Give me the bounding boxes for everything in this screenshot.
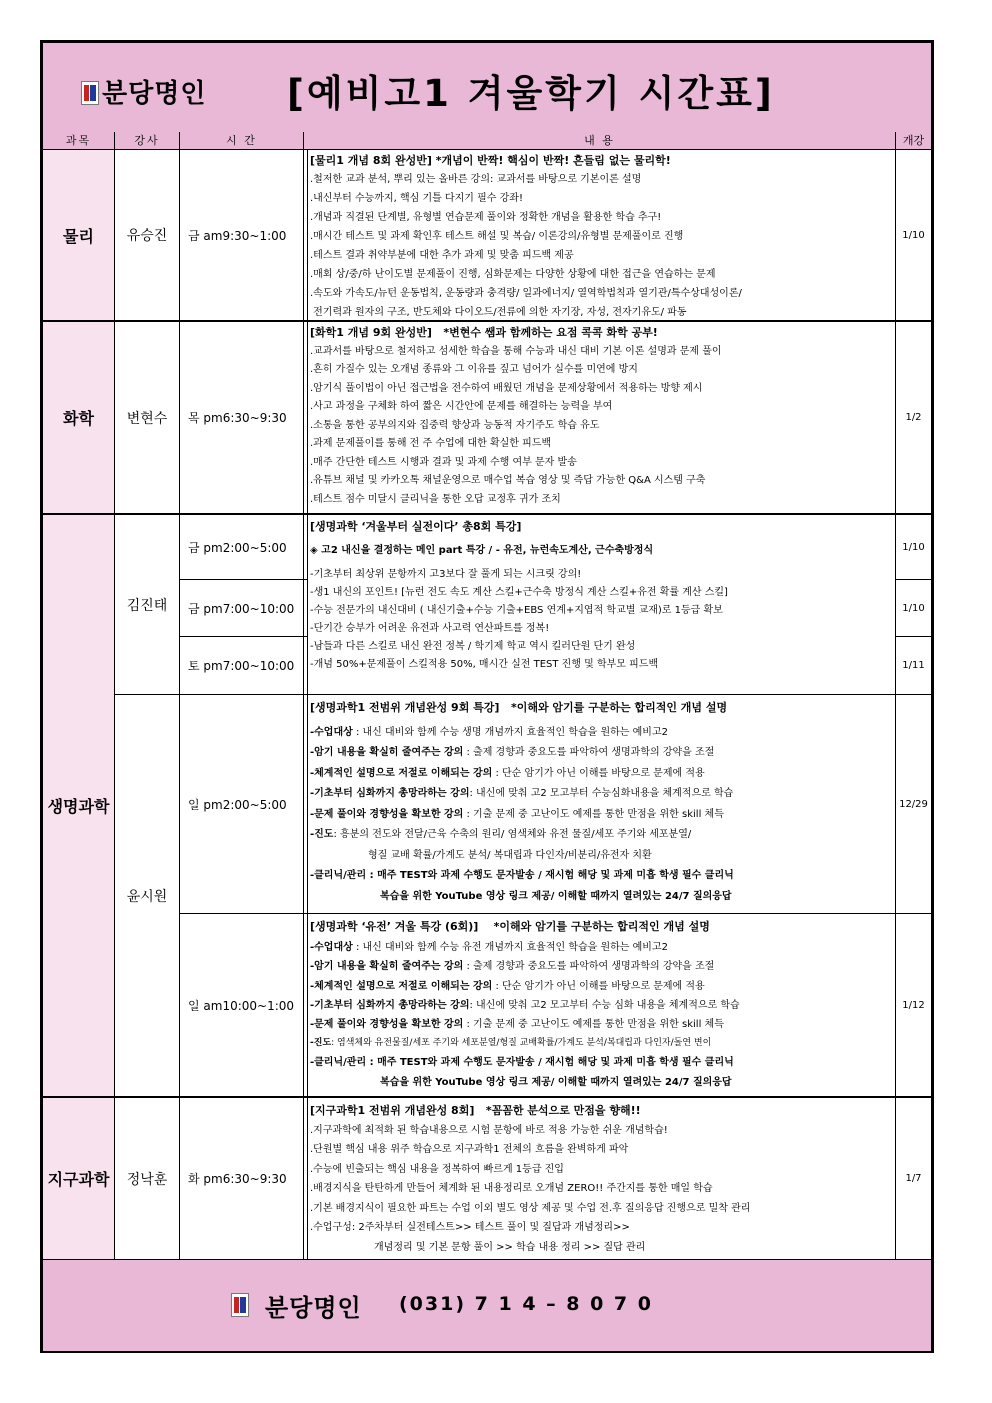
- start-earth-science: 1/7: [905, 1173, 922, 1184]
- item-key: -체계적인 설명으로 저절로 이해되는 강의: [310, 767, 493, 779]
- col-time: 시 간: [226, 134, 257, 147]
- item-key: -수업대상: [310, 726, 353, 738]
- item-value: : 단순 암기가 아닌 이해를 바탕으로 문제에 적용: [492, 767, 705, 779]
- course-title: [생명과학1 전범위 개념완성 9회 특강]: [310, 701, 500, 714]
- item-value: : 내신 대비와 함께 수능 유전 개념까지 효율적인 학습을 원하는 예비고2: [352, 942, 668, 954]
- content-biology-yoon-1: [310, 698, 892, 907]
- content-physics: [310, 151, 892, 322]
- col-subject: 과목: [65, 134, 92, 147]
- item-key: -진도: [310, 1038, 332, 1049]
- footer-brand-name: 분당명인: [265, 1294, 362, 1322]
- footer-banner: [43, 1259, 931, 1351]
- column-header-row: [43, 132, 931, 150]
- item-value: : 기출 문제 중 고난이도 예제를 통한 만점을 위한 skill 체득: [463, 1019, 724, 1031]
- content-line: .내신부터 수능까지, 핵심 기틀 다지기 필수 강좌!: [310, 193, 523, 204]
- content-line: [310, 784, 892, 805]
- content-line: .매회 상/중/하 난이도별 문제풀이 진행, 심화문제는 다양한 상황에 대한 접근을 연습하는 문제: [310, 269, 716, 280]
- page-title: [예비고1 겨울학기 시간표]: [287, 72, 775, 115]
- item-key: -기초부터 심화까지 총망라하는 강의: [310, 788, 470, 799]
- item-value: : 단순 암기가 아닌 이해를 바탕으로 문제에 적용: [492, 980, 705, 992]
- footer-phone-number: (031) 7 1 4 – 8 0 7 0: [399, 1293, 653, 1315]
- content-line: .흔히 가질수 있는 오개념 종류와 그 이유를 짚고 넘어가 실수를 미연에 방지: [310, 364, 638, 375]
- subject-biology: 생명과학: [43, 515, 114, 1096]
- subject-earth-science: 지구과학: [43, 1098, 114, 1259]
- course-title: [생명과학 ‘유전’ 겨울 특강 (6회)]: [310, 920, 479, 933]
- course-heading: [화학1 개념 9회 완성반] *변현수 쌤과 함께하는 요점 콕콕 화학 공부!: [310, 326, 658, 339]
- grid-line: [303, 132, 304, 1259]
- academy-logo-icon: [231, 1293, 249, 1317]
- content-line: [310, 1015, 892, 1034]
- content-line: [310, 764, 892, 785]
- content-line: -개념 50%+문제풀이 스킬적용 50%, 매시간 실전 TEST 진행 및 학부모 피드백: [310, 659, 659, 670]
- timetable-sheet: [40, 40, 934, 1353]
- content-line: [310, 1034, 892, 1053]
- time-biology-kim-2: 금 pm7:00~10:00: [188, 601, 295, 616]
- course-heading: [지구과학1 전범위 개념완성 8회] *꼼꼼한 분석으로 만점을 향해!!: [310, 1104, 641, 1117]
- subject-physics: 물리: [43, 150, 114, 320]
- content-line: -기초부터 최상위 문항까지 고3보다 잘 풀게 되는 시크릿 강의!: [310, 569, 582, 580]
- content-line: .개념과 직결된 단계별, 유형별 연습문제 풀이와 정확한 개념을 활용한 학습 추구!: [310, 212, 662, 223]
- course-tagline: *이해와 암기를 구분하는 합리적인 개념 설명: [493, 920, 710, 933]
- teacher-biology-kim: 김진태: [126, 597, 168, 614]
- item-value: : 염색체와 유전물질/세포 주기와 세포분열/형질 교배확률/가계도 분석/복대립과 다인자/돌연 변이: [331, 1038, 712, 1049]
- time-biology-kim-1: 금 pm2:00~5:00: [188, 540, 287, 555]
- content-line: 형질 교배 확률/가계도 분석/ 복대립과 다인자/비분리/유전자 치환: [368, 849, 652, 861]
- item-key: -수업대상: [310, 942, 353, 954]
- content-line: [310, 805, 892, 826]
- content-line: [310, 957, 892, 976]
- content-biology-kim: [310, 518, 892, 674]
- teacher-physics: 유승진: [126, 228, 168, 244]
- content-line: .철저한 교과 분석, 뿌리 있는 올바른 강의: 교과서를 바탕으로 기본이론 설명: [310, 174, 642, 185]
- teacher-earth-science: 정낙훈: [126, 1171, 168, 1188]
- content-line: [310, 743, 892, 764]
- content-line: .암기식 풀이법이 아닌 접근법을 전수하여 배웠던 개념을 문제상황에서 적용하는 방향 제시: [310, 382, 703, 394]
- content-chemistry: [310, 324, 892, 509]
- content-line: [310, 723, 892, 744]
- content-line: [310, 977, 892, 996]
- content-line: .수업구성: 2주차부터 실전테스트>> 테스트 풀이 및 질답과 개념정리>>: [310, 1222, 630, 1233]
- content-line: .매주 간단한 테스트 시행과 결과 및 과제 수행 여부 문자 발송: [310, 456, 577, 468]
- content-line: -남들과 다른 스킬로 내신 완전 정복 / 학기제 학교 역시 킬러단원 단기 완성: [310, 641, 636, 652]
- time-chemistry: 목 pm6:30~9:30: [188, 411, 287, 425]
- content-earth-science: [310, 1101, 892, 1257]
- header-banner: [43, 43, 931, 133]
- content-line: .단원별 핵심 내용 위주 학습으로 지구과학1 전체의 흐름을 완벽하게 파악: [310, 1144, 629, 1155]
- start-biology-yoon-2: 1/12: [902, 999, 925, 1011]
- start-physics: 1/10: [902, 229, 925, 241]
- content-line: .교과서를 바탕으로 철저하고 섬세한 학습을 통해 수능과 내신 대비 기본 이론 설명과 문제 풀이: [310, 345, 722, 357]
- content-line: .소통을 통한 공부의지와 집중력 향상과 능동적 자기주도 학습 유도: [310, 419, 600, 431]
- time-earth-science: 화 pm6:30~9:30: [188, 1172, 287, 1186]
- teacher-biology-yoon: 윤시원: [126, 888, 168, 905]
- content-line: -단기간 승부가 어려운 유전과 사고력 연산파트를 정복!: [310, 623, 550, 634]
- content-line: -클리닉/관리 : 매주 TEST와 과제 수행도 문자발송 / 재시험 해당 및 과제 미흡 학생 필수 클리닉: [310, 870, 734, 881]
- content-line: 복습을 위한 YouTube 영상 링크 제공/ 이해할 때까지 열려있는 24/7 질의응답: [380, 1076, 732, 1088]
- content-line: [310, 938, 892, 957]
- start-chemistry: 1/2: [905, 412, 922, 423]
- brand-name: 분당명인: [102, 79, 207, 109]
- content-line: .지구과학에 최적화 된 학습내용으로 시험 문항에 바로 적용 가능한 쉬운 개념학습!: [310, 1124, 668, 1136]
- content-line: [310, 996, 892, 1015]
- academy-logo-icon: [81, 81, 99, 105]
- content-line: 개념정리 및 기본 문항 풀이 >> 학습 내용 정리 >> 질답 관리: [374, 1241, 646, 1253]
- item-value: : 내신에 맞춰 고2 모고부터 수능 심화 내용을 체계적으로 학습: [469, 999, 740, 1011]
- start-biology-yoon-1: 12/29: [899, 798, 928, 810]
- item-value: : 출제 경향과 중요도를 파악하여 생명과학의 강약을 조절: [463, 747, 715, 758]
- item-key: -암기 내용을 확실히 줄여주는 강의: [310, 961, 464, 973]
- item-key: -암기 내용을 확실히 줄여주는 강의: [310, 747, 464, 758]
- content-line: .유튜브 채널 및 카카오톡 채널운영으로 매수업 복습 영상 및 즉답 가능한 Q&A 시스템 구축: [310, 475, 706, 486]
- course-heading: [310, 917, 892, 936]
- time-biology-yoon-2: 일 am10:00~1:00: [188, 998, 295, 1013]
- item-value: : 내신 대비와 함께 수능 생명 개념까지 효율적인 학습을 원하는 예비고2: [352, 726, 668, 738]
- item-value: : 흥분의 전도와 전달/근육 수축의 원리/ 염색체와 유전 물질/세포 주기와 세포분열/: [333, 829, 692, 840]
- item-key: -체계적인 설명으로 저절로 이해되는 강의: [310, 980, 493, 992]
- item-value: : 출제 경향과 중요도를 파악하여 생명과학의 강약을 조절: [463, 961, 715, 973]
- item-value: : 내신에 맞춰 고2 모고부터 수능심화내용을 체계적으로 학습: [469, 788, 734, 799]
- item-key: -문제 풀이와 경향성을 확보한 강의: [310, 808, 464, 820]
- subject-chemistry: 화학: [43, 322, 114, 513]
- content-line: .과제 문제풀이를 통해 전 주 수업에 대한 확실한 피드백: [310, 438, 552, 449]
- course-heading: [310, 698, 892, 719]
- item-key: -기초부터 심화까지 총망라하는 강의: [310, 999, 470, 1011]
- course-heading: [생명과학 ‘겨울부터 실전이다’ 총8회 특강]: [310, 520, 522, 533]
- content-line: .테스트 결과 취약부분에 대한 추가 과제 및 맞춤 피드백 제공: [310, 250, 574, 261]
- content-line: .매시간 테스트 및 과제 확인후 테스트 해설 및 복습/ 이론강의/유형별 문제풀이로 진행: [310, 231, 684, 242]
- content-line: 전기력과 원자의 구조, 반도체와 다이오드/전류에 의한 자기장, 자성, 전자기유도/ 파동: [310, 307, 687, 318]
- course-tagline: *이해와 암기를 구분하는 합리적인 개념 설명: [510, 701, 728, 714]
- time-physics: 금 am9:30~1:00: [188, 228, 287, 243]
- item-key: -문제 풀이와 경향성을 확보한 강의: [310, 1019, 464, 1031]
- content-line: ◈ 고2 내신을 결정하는 메인 part 특강 / - 유전, 뉴런속도계산, 근수축방정식: [310, 545, 654, 556]
- col-teacher: 강사: [134, 134, 160, 147]
- content-line: -클리닉/관리 : 매주 TEST와 과제 수행도 문자발송 / 재시험 해당 및 과제 미흡 학생 필수 클리닉: [310, 1057, 734, 1069]
- content-line: .배경지식을 탄탄하게 만들어 체계화 된 내용정리로 오개념 ZERO!! 주간지를 통한 매일 학습: [310, 1183, 713, 1194]
- start-biology-kim-3: 1/11: [902, 660, 925, 671]
- item-value: : 기출 문제 중 고난이도 예제를 통한 만점을 위한 skill 체득: [463, 808, 724, 820]
- content-line: -수능 전문가의 내신대비 ( 내신기출+수능 기출+EBS 연계+지엽적 학교별 교재)로 1등급 확보: [310, 605, 723, 616]
- course-heading: [물리1 개념 8회 완성반] *개념이 반짝! 핵심이 반짝! 흔들림 없는 물리학!: [310, 154, 671, 167]
- grid-line: [307, 150, 308, 1259]
- content-line: .사고 과정을 구체화 하여 짧은 시간안에 문제를 해결하는 능력을 부여: [310, 401, 613, 412]
- content-line: -생1 내신의 포인트! [뉴런 전도 속도 계산 스킬+근수축 방정식 계산 스킬+유전 확률 계산 스킬]: [310, 587, 728, 598]
- time-biology-yoon-1: 일 pm2:00~5:00: [188, 797, 287, 812]
- content-line: 복습을 위한 YouTube 영상 링크 제공/ 이해할 때까지 열려있는 24/7 질의응답: [380, 890, 732, 902]
- item-key: -진도: [310, 829, 334, 840]
- start-biology-kim-1: 1/10: [902, 541, 925, 553]
- content-line: .속도와 가속도/뉴턴 운동법칙, 운동량과 충격량/ 일과에너지/ 열역학법칙과 열기관/특수상대성이론/: [310, 288, 742, 299]
- content-line: .테스트 점수 미달시 클리닉을 통한 오답 교정후 귀가 조치: [310, 493, 561, 505]
- teacher-chemistry: 변현수: [126, 410, 168, 427]
- content-biology-yoon-2: [310, 917, 892, 1092]
- start-biology-kim-2: 1/10: [902, 602, 925, 614]
- col-content: 내 용: [584, 134, 615, 147]
- col-start: 개강: [902, 134, 925, 147]
- time-biology-kim-3: 토 pm7:00~10:00: [188, 659, 295, 673]
- content-line: .수능에 빈출되는 핵심 내용을 정복하여 빠르게 1등급 진입: [310, 1163, 564, 1175]
- content-line: .기본 배경지식이 필요한 파트는 수업 이외 별도 영상 제공 및 수업 전.후 질의응답 진행으로 밀착 관리: [310, 1202, 751, 1214]
- content-line: [310, 825, 892, 846]
